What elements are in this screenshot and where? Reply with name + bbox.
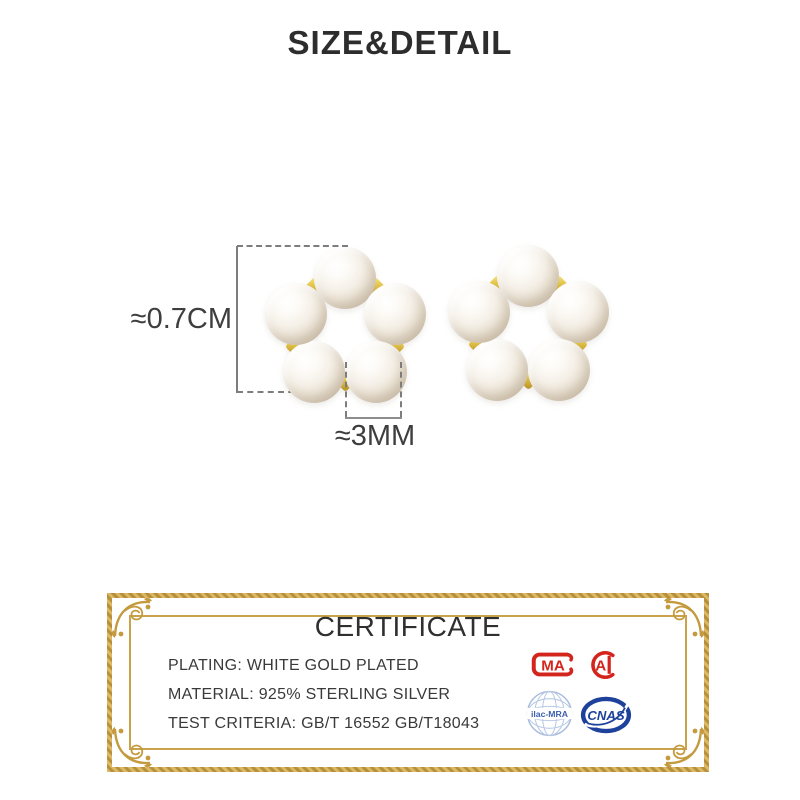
corner-flourish-icon [662,725,706,769]
page-title: SIZE&DETAIL [287,24,513,61]
cal-logo-icon [583,649,625,681]
pearl [466,339,528,401]
earring-right-photo [443,243,613,413]
pearl-width-bracket-line [345,417,402,419]
height-measurement-label: ≈0.7CM [130,303,232,335]
cal-logo-text: A [595,657,607,675]
height-bracket-vertical-line [236,246,238,393]
pearl-width-dash-left [345,362,347,417]
cma-logo-icon [529,651,579,678]
pearl [265,283,327,345]
corner-flourish-icon [110,725,154,769]
pearl [364,283,426,345]
ilac-mra-logo-text: ilac-MRA [530,709,569,720]
cma-logo-text: MA [541,657,565,675]
cnas-logo-icon [580,696,632,734]
certificate-row-test-criteria: TEST CRITERIA: GB/T 16552 GB/T18043 [168,715,480,732]
certificate-row-plating: PLATING: WHITE GOLD PLATED [168,657,419,674]
pearl [345,341,407,403]
certificate-title: CERTIFICATE [314,611,502,642]
pearl [448,281,510,343]
certificate-row-material: MATERIAL: 925% STERLING SILVER [168,686,451,703]
pearl-width-dash-right [400,362,402,417]
cnas-logo-text: CNAS [587,707,625,723]
pearl [283,341,345,403]
pearl-width-label: ≈3MM [334,420,416,452]
ilac-mra-logo-icon [526,690,573,737]
certificate-card [107,593,709,772]
pearl [547,281,609,343]
pearl [528,339,590,401]
